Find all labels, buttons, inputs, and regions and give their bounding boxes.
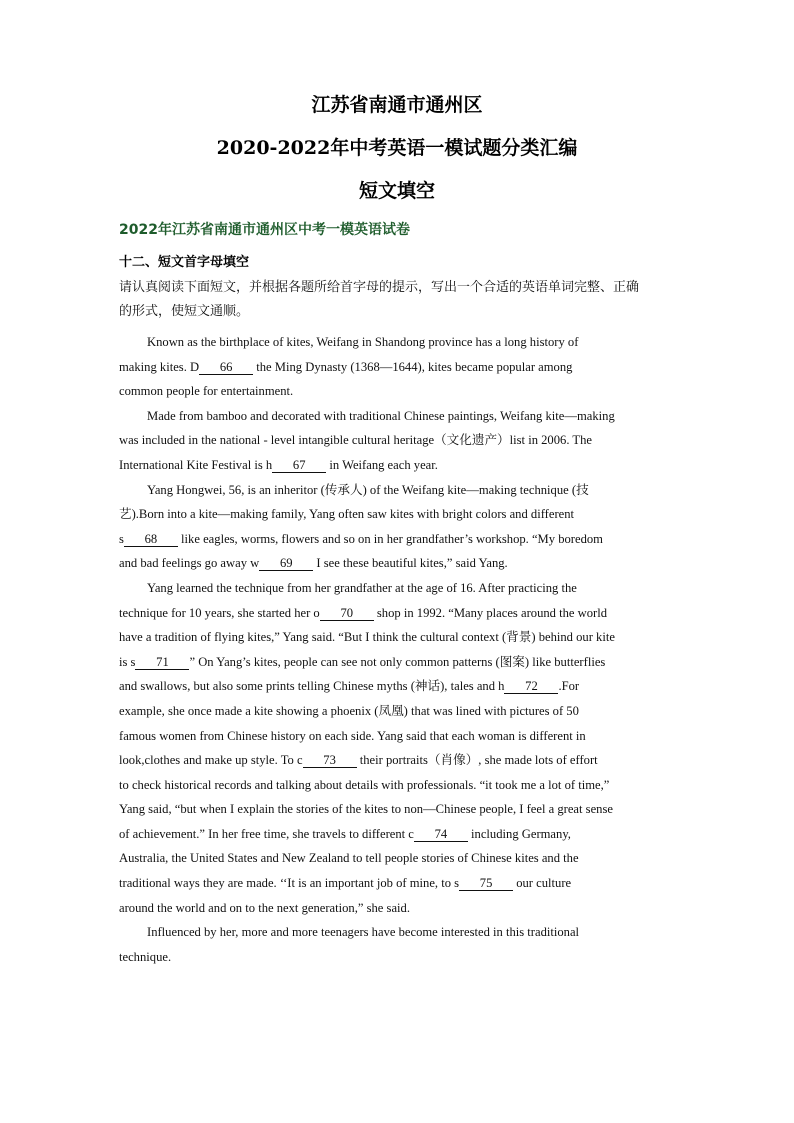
blank-68: 68 <box>124 532 178 547</box>
passage-text: making kites. D <box>119 359 200 374</box>
passage-text: look,clothes and make up style. To c <box>119 753 303 768</box>
passage-text: and swallows, but also some prints telling Chinese myths (神话), tales and h <box>119 679 505 694</box>
passage-text: traditional ways they are made. ‘‘It is an important job of mine, to s <box>119 876 460 891</box>
passage-line <box>119 453 675 478</box>
passage-text: of achievement.” In her free time, she travels to different c <box>119 826 414 841</box>
blank-71: 71 <box>135 655 189 670</box>
blank-75: 75 <box>459 876 513 891</box>
passage-text: s <box>119 531 124 546</box>
passage-line: Yang Hongwei, 56, is an inheritor (传承人) of the Weifang kite—making technique (技 <box>147 482 589 497</box>
passage-line <box>119 601 675 626</box>
passage-text: the Ming Dynasty (1368—1644), kites became popular among <box>253 359 573 374</box>
passage-line: was included in the national - level intangible cultural heritage（文化遗产）list in 2006. The <box>119 433 592 448</box>
blank-73: 73 <box>303 753 357 768</box>
passage-text: I see these beautiful kites,” said Yang. <box>313 556 508 571</box>
passage-line: around the world and on to the next generation,” she said. <box>119 900 410 915</box>
blank-66: 66 <box>199 360 253 375</box>
passage-text: .For <box>558 679 580 694</box>
passage-text: their portraits（肖像）, she made lots of effort <box>356 753 598 768</box>
passage-text: our culture <box>513 876 572 891</box>
blank-74: 74 <box>414 827 468 842</box>
passage-text: International Kite Festival is h <box>119 457 273 472</box>
passage-text: like eagles, worms, flowers and so on in her grandfather’s workshop. “My boredom <box>177 531 603 546</box>
passage-line: have a tradition of flying kites,” Yang said. “But I think the cultural context (背景) behind our kite <box>119 630 615 645</box>
passage-text: including Germany, <box>467 826 571 841</box>
passage-line: Known as the birthplace of kites, Weifang in Shandong province has a long history of <box>147 335 579 349</box>
title-collection: 2020-2022年中考英语一模试题分类汇编 <box>216 137 578 159</box>
passage-text: is s <box>119 654 136 669</box>
passage-line: Australia, the United States and New Zealand to tell people stories of Chinese kites and the <box>119 851 579 866</box>
passage-line <box>119 650 675 675</box>
passage-line: example, she once made a kite showing a phoenix (凤凰) that was lined with pictures of 50 <box>119 703 579 718</box>
blank-69: 69 <box>259 556 313 571</box>
passage-line <box>119 748 675 773</box>
passage-line <box>119 822 675 847</box>
passage-text: shop in 1992. “Many places around the world <box>373 605 608 620</box>
instruction-line: 请认真阅读下面短文，并根据各题所给首字母的提示，写出一个合适的英语单词完整、正确 <box>119 280 640 295</box>
passage-line: technique. <box>119 949 172 964</box>
passage-line <box>119 527 675 552</box>
passage-text: and bad feelings go away w <box>119 556 260 571</box>
passage-line: Yang said, “but when I explain the stories of the kites to non—Chinese people, I feel a great sense <box>119 802 613 817</box>
instructions <box>119 276 679 324</box>
passage <box>119 330 675 969</box>
passage-line: Yang learned the technique from her grandfather at the age of 16. After practicing the <box>147 580 577 595</box>
passage-text: in Weifang each year. <box>326 457 438 472</box>
passage-line <box>119 355 675 380</box>
passage-line: famous women from Chinese history on each side. Yang said that each woman is different in <box>119 728 586 743</box>
passage-line <box>119 871 675 896</box>
blank-70: 70 <box>320 606 374 621</box>
title-region: 江苏省南通市通州区 <box>311 94 483 116</box>
passage-line: 艺).Born into a kite—making family, Yang often saw kites with bright colors and different <box>119 507 575 522</box>
title-block <box>0 94 794 223</box>
passage-line <box>119 551 675 576</box>
passage-line <box>119 674 675 699</box>
passage-line: Influenced by her, more and more teenagers have become interested in this traditional <box>147 925 580 940</box>
instruction-line: 的形式，使短文通顺。 <box>119 304 250 319</box>
blank-67: 67 <box>272 458 326 473</box>
blank-72: 72 <box>504 679 558 694</box>
passage-text: ” On Yang’s kites, people can see not only common patterns (图案) like butterflies <box>189 654 606 669</box>
passage-line: common people for entertainment. <box>119 384 294 399</box>
section-heading: 2022年江苏省南通市通州区中考一模英语试卷 <box>119 222 410 238</box>
passage-text: technique for 10 years, she started her o <box>119 605 320 620</box>
subsection-heading: 十二、短文首字母填空 <box>119 255 250 270</box>
passage-line: Made from bamboo and decorated with traditional Chinese paintings, Weifang kite—making <box>147 408 615 423</box>
passage-line: to check historical records and talking about details with professionals. “it took me a lot of time,” <box>119 777 610 792</box>
title-topic: 短文填空 <box>358 180 435 202</box>
